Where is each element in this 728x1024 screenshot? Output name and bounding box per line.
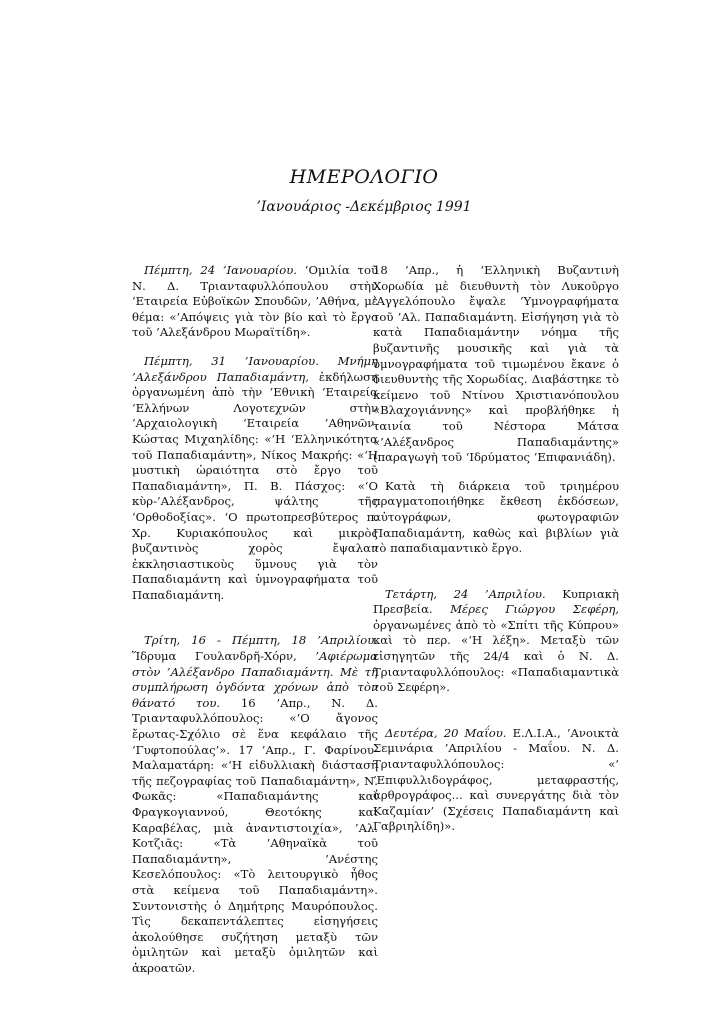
entry-2401 <box>132 263 378 341</box>
page-subtitle: ’Ιανουάριος -Δεκέμβριος 1991 <box>256 199 472 215</box>
entry-1604 <box>132 633 378 976</box>
entry-date: Τρίτη, 16 - Πέμπτη, 18 ’Απριλίου. <box>144 633 378 648</box>
entry-text: ἐκδήλωση ὀργανωμένη ἀπὸ τὴν ’Εθνικὴ ‘Εταιρεία ‘Ελλήνων Λογοτεχνῶν στὴν ‘Αρχαιολογικὴ ‘Εταιρεία ’Αθηνῶν. Κώστας Μιχαηλίδης: «‘Η ‘Ελληνικότητα τοῦ Παπαδιαμάντη», Νίκος Μακρής: «‘Η μυστικὴ ὡραιότητα στὸ ἔργο τοῦ Παπαδιαμάντη», Π. Β. Πάσχος: «‘Ο κὺρ-’Αλέξανδρος, ψάλτης τῆς ‘Ορθοδοξίας». ‘Ο πρωτοπρεσβύτερος π. Χρ. Κυριακόπουλος καὶ μικρὸς βυζαντινὸς χορὸς ἔψαλαν ἐκκλησιαστικοὺς ὕμνους γιὰ τὸν Παπαδιαμάντη καὶ ὑμνογραφήματα τοῦ Παπαδιαμάντη. <box>132 369 378 602</box>
entry-text: Κατὰ τὴ διάρκεια τοῦ τριημέρου πραγματοποιήθηκε ἔκθεση ἐκδόσεων, αὐτογράφων, φωτογραφιῶν Παπαδιαμάντη, καθὼς καὶ βιβλίων γιὰ τὸ παπαδιαμαντικὸ ἔργο. <box>373 478 619 556</box>
entry-text: Ε.Λ.Ι.Α., ’Ανοικτὰ Σεμινάρια ’Απριλίου - Μαΐου. Ν. Δ. Τριανταφυλλόπουλος: «‘ ’Επιφυλλιδογράφος, μεταφραστής, ἀρθρογράφος... καὶ συνεργάτης διὰ τὸν Καζαμίαν’ (Σχέσεις Παπαδιαμάντη καὶ Γαβριηλίδη)». <box>373 725 619 834</box>
entry-date: Δευτέρα, 20 Μαΐου. <box>385 725 507 740</box>
entry-text: 18 ’Απρ., ἡ ‘Ελληνικὴ Βυζαντινὴ Χορωδία μὲ διευθυντὴ τὸν Λυκοῦργο ’Αγγελόπουλο ἔψαλε ‘Υμνογραφήματα τοῦ ’Αλ. Παπαδιαμάντη. Εἰσήγηση γιὰ τὸ κατὰ Παπαδιαμάντην νόημα τῆς βυζαντινῆς μουσικῆς καὶ γιὰ τὰ ὑμνογραφήματα τοῦ τιμωμένου ἔκανε ὁ διευθυντὴς τῆς Χορωδίας. Διαβάστηκε τὸ κείμενο τοῦ Ντίνου Χριστιανόπουλου «Βλαχογιάννης» καὶ προβλήθηκε ἡ ταινία τοῦ Νέστορα Μάτσα «’Αλέξανδρος Παπαδιαμάντης» (παραγωγὴ τοῦ ‘Ιδρύματος ’Επιφανιάδη). <box>373 263 619 465</box>
entry-3101 <box>132 354 378 604</box>
entry-text: ‘Ομιλία τοῦ Ν. Δ. Τριανταφυλλόπουλου στὴν ‘Εταιρεία Εὐβοϊκῶν Σπουδῶν, ’Αθήνα, μὲ θέμα: «’Απόψεις γιὰ τὸν βίο καὶ τὸ ἔργο τοῦ ’Αλεξάνδρου Μωραϊτίδη». <box>132 263 379 340</box>
left-column <box>132 263 378 990</box>
entry-text: 16 ’Απρ., Ν. Δ. Τριανταφυλλόπουλος: «‘Ο ἄγονος ἔρωτας-Σχόλιο σὲ ἕνα κεφάλαιο τῆς ‘Γυφτοπούλας’». 17 ’Απρ., Γ. Φαρίνου-Μαλαματάρη: «‘Η εἰδυλλιακὴ διάσταση τῆς πεζογραφίας τοῦ Παπαδιαμάντη», Ν. Φωκᾶς: «Παπαδιαμάντης καὶ Φραγκογιαννού, Θεοτόκης καὶ Καραβέλας, μιὰ ἀναντιστοιχία», ’Αλ. Κοτζιᾶς: «Τὰ ’Αθηναϊκὰ τοῦ Παπαδιαμάντη», ’Ανέστης Κεσελόπουλος: «Τὸ λειτουργικὸ ἦθος στὰ κείμενα τοῦ Παπαδιαμάντη». Συντονιστὴς ὁ Δημήτρης Μαυρόπουλος. Τὶς δεκαπεντάλεπτες εἰσηγήσεις ἀκολούθησε συζήτηση μεταξὺ τῶν ὁμιλητῶν καὶ μεταξὺ ὁμιλητῶν καὶ ἀκροατῶν. <box>132 695 378 975</box>
page-title: ΗΜΕΡΟΛΟΓΙΟ <box>289 166 439 188</box>
entry-date: Πέμπτη, 31 ’Ιανουαρίου. Μνήμη ’Αλεξάνδρου Παπαδιαμάντη, <box>132 353 378 384</box>
entry-date: Τετάρτη, 24 ’Απριλίου. <box>385 586 546 601</box>
entry-event-title: ’Αφιέρωμα στὸν ’Αλέξανδρο Παπαδιαμάντη. Μὲ τὴ συμπλήρωση ὀγδόντα χρόνων ἀπὸ τὸν θάνατό του. <box>132 649 378 710</box>
entry-2404 <box>373 587 619 696</box>
entry-exhibition <box>373 479 619 557</box>
entry-date: Πέμπτη, 24 ’Ιανουαρίου. <box>144 263 297 277</box>
entry-text: Κυπριακὴ Πρεσβεία. <box>373 586 619 617</box>
entry-event-title: Μέρες Γιώργου Σεφέρη, <box>450 602 619 617</box>
right-column <box>373 263 619 848</box>
entry-1804-continued <box>373 263 619 466</box>
entry-text: Ἵδρυμα Γουλανδρῆ-Χόρν, <box>132 649 316 664</box>
entry-text: ὀργανωμένες ἀπὸ τὸ «Σπίτι τῆς Κύπρου» καὶ τὸ περ. «‘Η λέξη». Μεταξὺ τῶν εἰσηγητῶν τῆς 24/4 καὶ ὁ Ν. Δ. Τριανταφυλλόπουλος: «Παπαδιαμαντικὰ τοῦ Σεφέρη». <box>373 617 619 695</box>
entry-2005 <box>373 726 619 835</box>
